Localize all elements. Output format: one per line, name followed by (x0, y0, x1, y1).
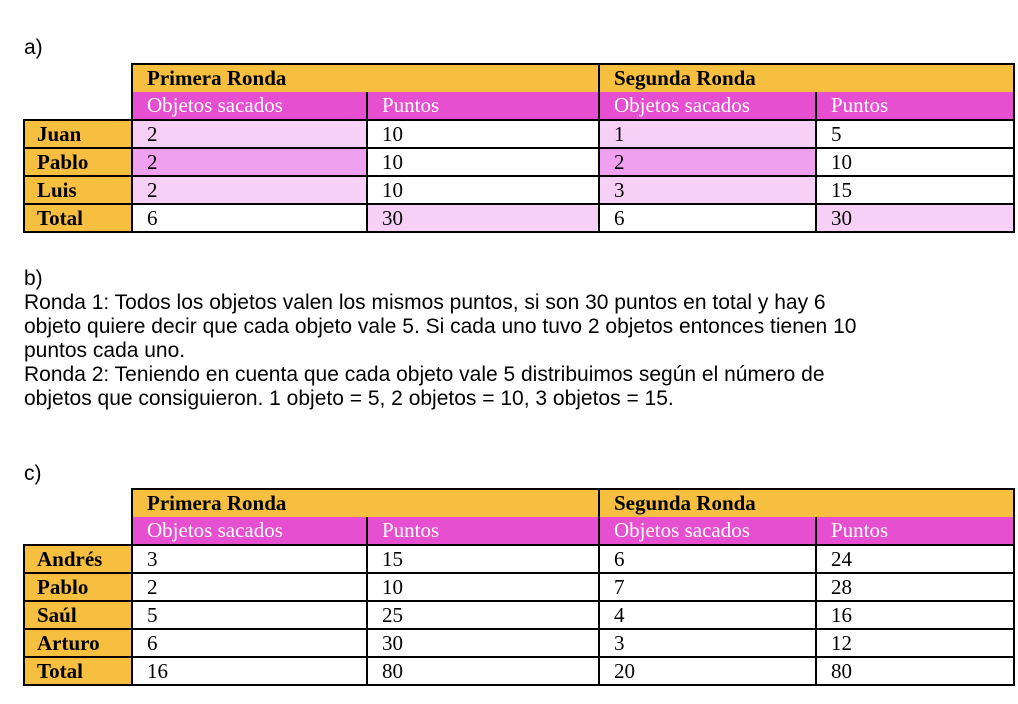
row-name: Arturo (24, 629, 132, 657)
row-name: Pablo (24, 148, 132, 176)
row-name: Pablo (24, 573, 132, 601)
subheader-objects-r2: Objetos sacados (599, 517, 816, 545)
cell-r2-points: 24 (816, 545, 1014, 573)
cell-r1-points: 30 (367, 204, 599, 232)
row-name: Andrés (24, 545, 132, 573)
table-round-points-extended (23, 488, 1015, 686)
cell-r1-objects: 2 (132, 573, 367, 601)
cell-r2-points: 16 (816, 601, 1014, 629)
table-round-points (23, 63, 1015, 233)
table-subheader-row (24, 517, 1014, 545)
cell-r2-points: 12 (816, 629, 1014, 657)
corner-cell (24, 64, 132, 92)
subheader-points-r2: Puntos (816, 517, 1014, 545)
cell-r1-objects: 2 (132, 148, 367, 176)
cell-r2-points: 28 (816, 573, 1014, 601)
header-segunda-ronda: Segunda Ronda (599, 64, 1014, 92)
paragraph-line: objetos que consiguieron. 1 objeto = 5, 2 objetos = 10, 3 objetos = 15. (24, 387, 674, 410)
cell-r1-points: 80 (367, 657, 599, 685)
paragraph-line: Ronda 1: Todos los objetos valen los mismos puntos, si son 30 puntos en total y hay 6 (24, 291, 826, 314)
header-segunda-ronda: Segunda Ronda (599, 489, 1014, 517)
corner-cell (24, 489, 132, 517)
cell-r2-objects: 4 (599, 601, 816, 629)
section-b-explanation (24, 267, 994, 411)
table-total-row (24, 657, 1014, 685)
corner-cell (24, 92, 132, 120)
cell-r2-objects: 20 (599, 657, 816, 685)
table-row (24, 148, 1014, 176)
section-b-label: b) (24, 267, 43, 290)
cell-r1-points: 10 (367, 176, 599, 204)
cell-r1-objects: 3 (132, 545, 367, 573)
section-a-label: a) (24, 36, 43, 59)
section-c-label: c) (24, 462, 42, 485)
cell-r1-objects: 16 (132, 657, 367, 685)
table-row (24, 601, 1014, 629)
header-primera-ronda: Primera Ronda (132, 489, 599, 517)
cell-r2-points: 30 (816, 204, 1014, 232)
cell-r1-objects: 2 (132, 120, 367, 148)
cell-r1-points: 10 (367, 120, 599, 148)
cell-r2-objects: 7 (599, 573, 816, 601)
cell-r1-objects: 2 (132, 176, 367, 204)
subheader-points-r2: Puntos (816, 92, 1014, 120)
table-subheader-row (24, 92, 1014, 120)
cell-r2-points: 15 (816, 176, 1014, 204)
row-name: Total (24, 657, 132, 685)
table-row (24, 573, 1014, 601)
header-primera-ronda: Primera Ronda (132, 64, 599, 92)
cell-r1-objects: 5 (132, 601, 367, 629)
subheader-points-r1: Puntos (367, 517, 599, 545)
row-name: Juan (24, 120, 132, 148)
subheader-objects-r2: Objetos sacados (599, 92, 816, 120)
table-row (24, 120, 1014, 148)
paragraph-line: puntos cada uno. (24, 339, 186, 362)
cell-r2-objects: 6 (599, 204, 816, 232)
table-header-row (24, 489, 1014, 517)
cell-r2-objects: 3 (599, 176, 816, 204)
corner-cell (24, 517, 132, 545)
subheader-objects-r1: Objetos sacados (132, 517, 367, 545)
table-row (24, 629, 1014, 657)
cell-r1-points: 10 (367, 573, 599, 601)
paragraph-line: objeto quiere decir que cada objeto vale 5. Si cada uno tuvo 2 objetos entonces tienen 10 (24, 315, 857, 338)
row-name: Saúl (24, 601, 132, 629)
cell-r1-points: 15 (367, 545, 599, 573)
cell-r1-objects: 6 (132, 204, 367, 232)
cell-r2-points: 80 (816, 657, 1014, 685)
paragraph-line: Ronda 2: Teniendo en cuenta que cada objeto vale 5 distribuimos según el número de (24, 363, 825, 386)
cell-r2-objects: 2 (599, 148, 816, 176)
cell-r1-points: 30 (367, 629, 599, 657)
cell-r1-points: 10 (367, 148, 599, 176)
row-name: Luis (24, 176, 132, 204)
subheader-objects-r1: Objetos sacados (132, 92, 367, 120)
cell-r1-points: 25 (367, 601, 599, 629)
subheader-points-r1: Puntos (367, 92, 599, 120)
cell-r2-objects: 3 (599, 629, 816, 657)
table-row (24, 176, 1014, 204)
row-name: Total (24, 204, 132, 232)
cell-r2-points: 10 (816, 148, 1014, 176)
cell-r2-objects: 6 (599, 545, 816, 573)
cell-r2-points: 5 (816, 120, 1014, 148)
table-total-row (24, 204, 1014, 232)
cell-r2-objects: 1 (599, 120, 816, 148)
table-header-row (24, 64, 1014, 92)
cell-r1-objects: 6 (132, 629, 367, 657)
table-row (24, 545, 1014, 573)
